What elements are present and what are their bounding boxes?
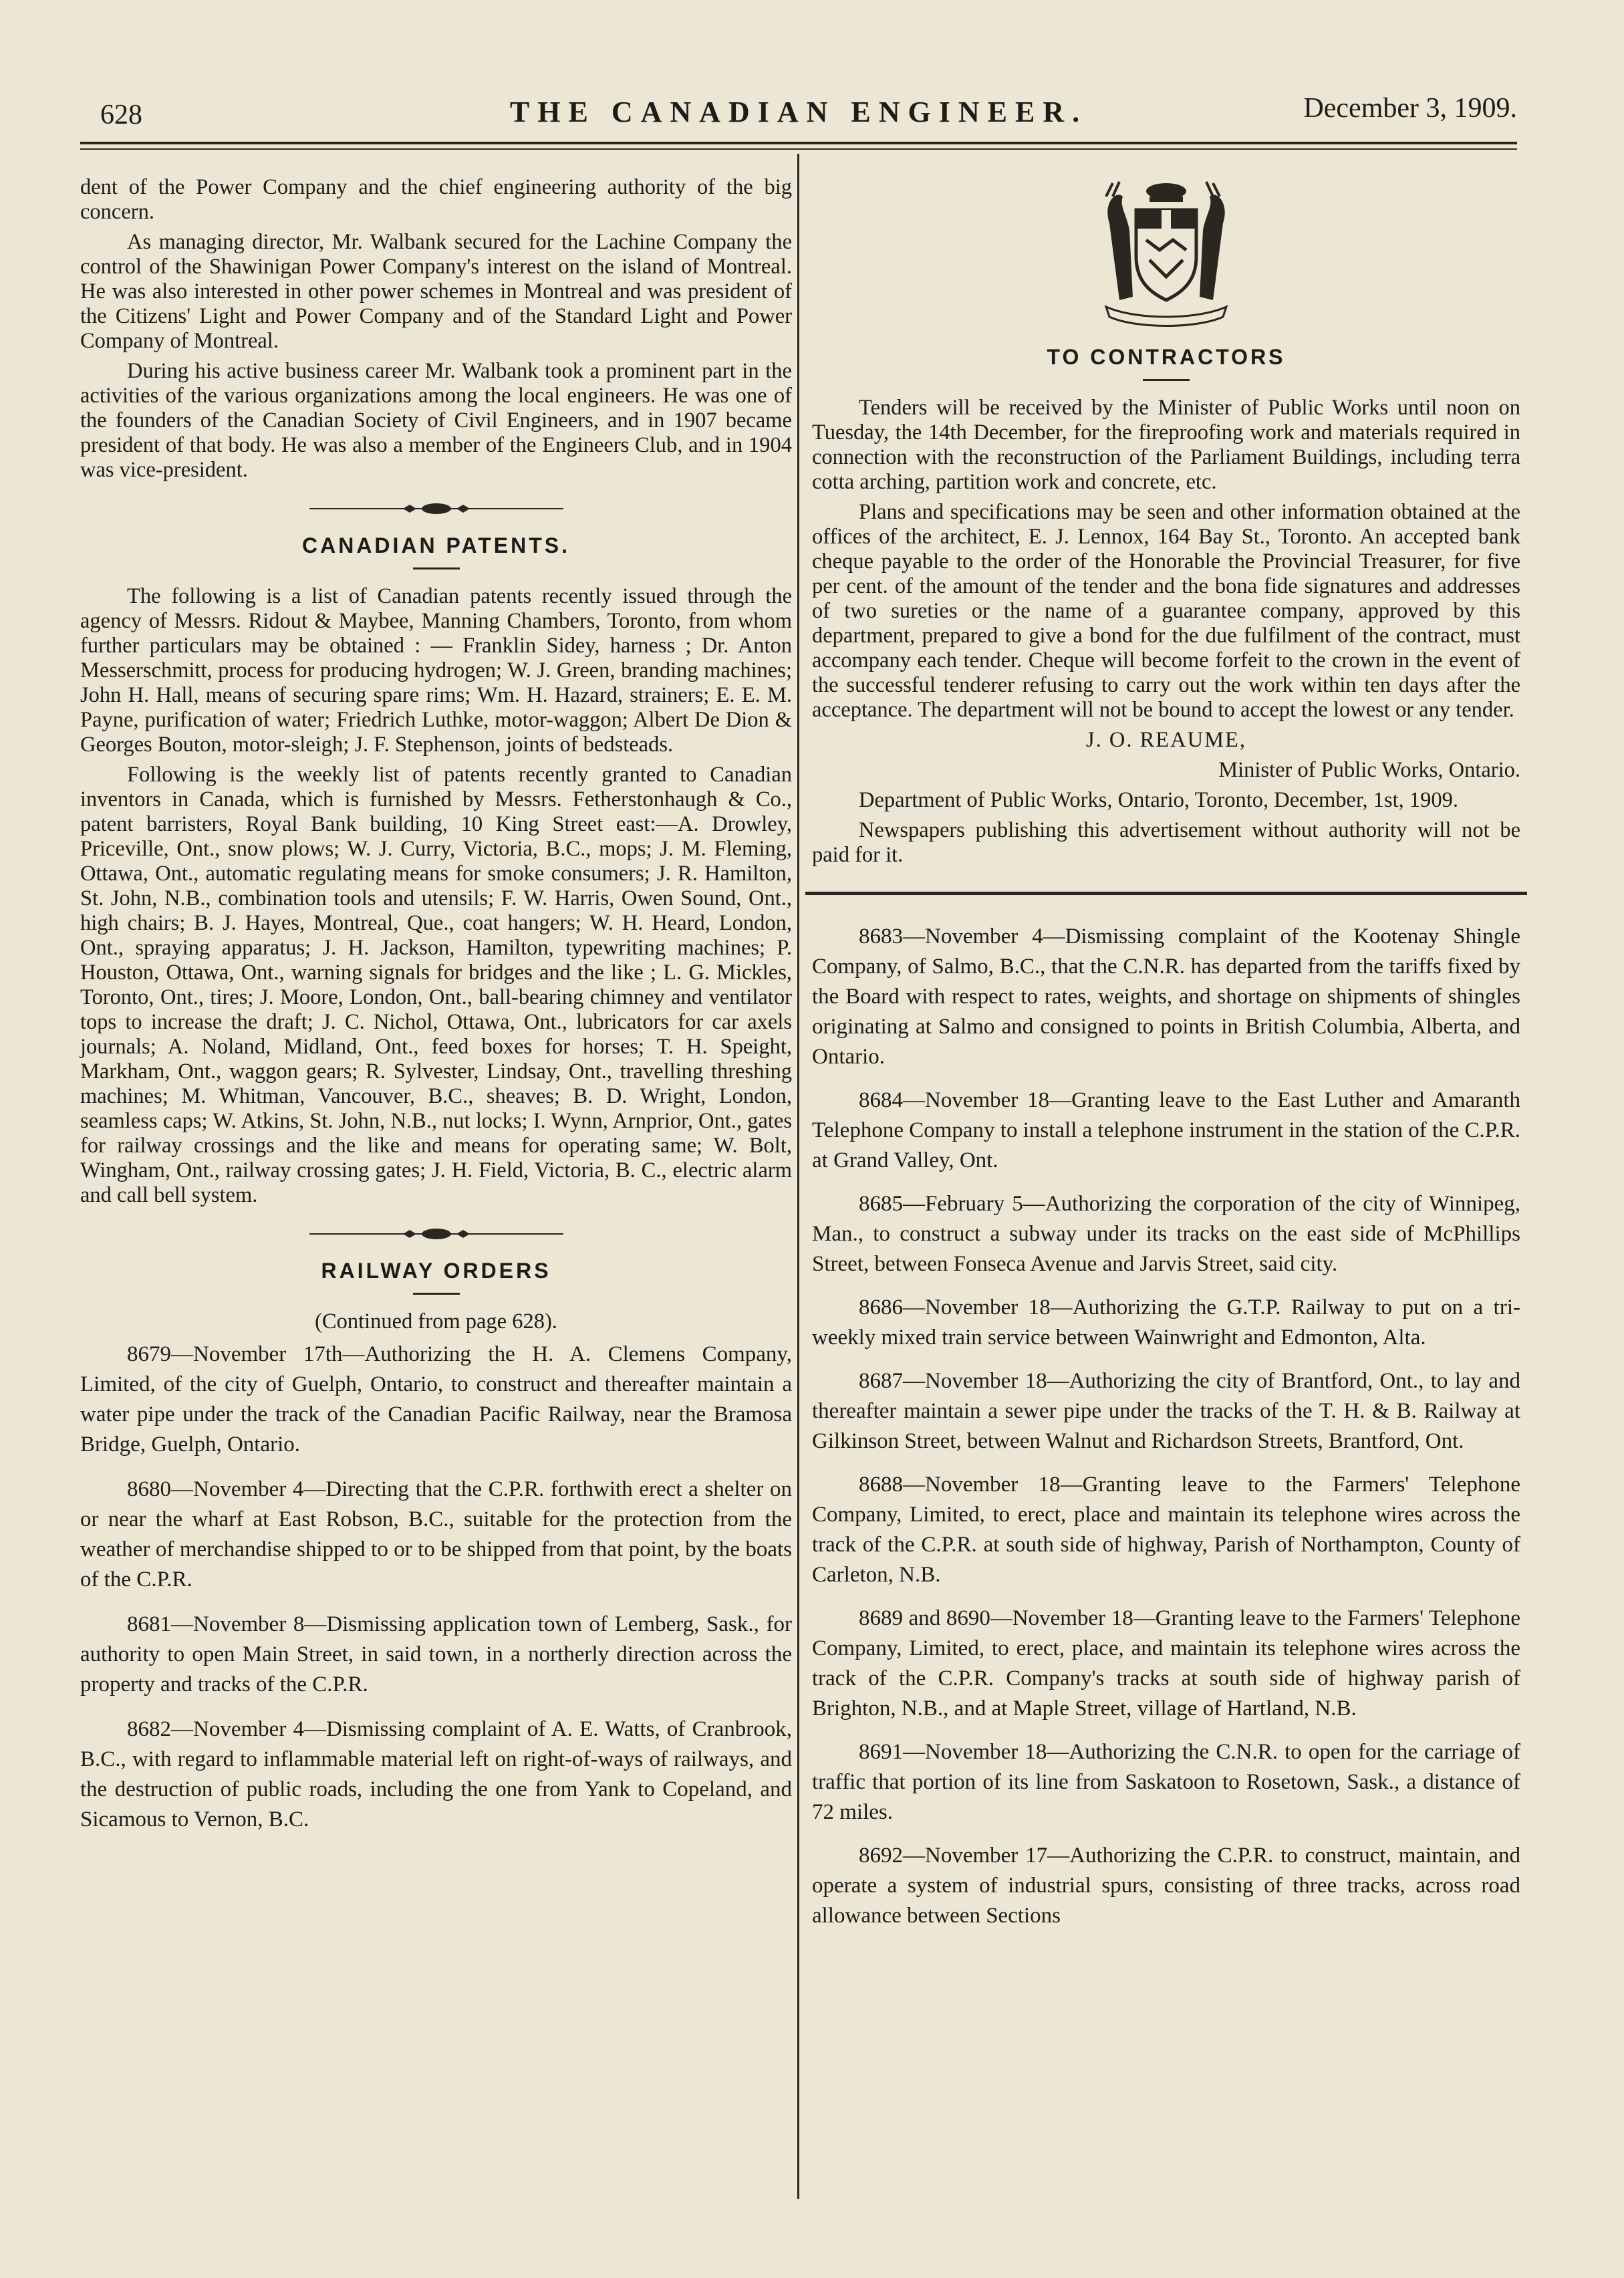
railway-order: 8685—February 5—Authorizing the corporation of the city of Winnipeg, Man., to construct a subway under its tracks on the east side of McPhillips Street, between Fonseca Avenue and Jarvis Street, said city. [812,1192,1520,1276]
railway-order: 8691—November 18—Authorizing the C.N.R. to open for the carriage of traffic that portion of its line from Saskatoon to Rosetown, Sask., a distance of 72 miles. [812,1740,1520,1824]
contractors-heading: TO CONTRACTORS [1047,345,1286,369]
right-column [812,175,1520,1944]
railway-order: 8684—November 18—Granting leave to the East Luther and Amaranth Telephone Company to install a telephone instrument in the station of the C.P.R. at Grand Valley, Ont. [812,1088,1520,1172]
section-rule [805,892,1527,895]
contractors-paragraph: Plans and specifications may be seen and other information obtained at the offices of the architect, E. J. Lennox, 164 Bay St., Toronto. An accepted bank cheque payable to the order of the Honorable the Provincial Treasurer, for five per cent. of the amount of the tender and the bona fide signatures and addresses of two sureties or the name of a guarantee company, approved by this department, prepared to give a bond for the due fulfilment of the contract, must accompany each tender. Cheque will become forfeit to the crown in the event of the successful tenderer refusing to carry out the work within ten days after the acceptance. The department will not be bound to accept the lowest or any tender. [812,500,1520,722]
dateline: Department of Public Works, Ontario, Toronto, December, 1st, 1909. [859,788,1459,812]
railway-order: 8683—November 4—Dismissing complaint of the Kootenay Shingle Company, of Salmo, B.C., that the C.N.R. has departed from the tariffs fixed by the Board with respect to rates, weights, and shortage on shipments of shingles originating at Salmo and consigned to points in British Columbia, Alberta, and Ontario. [812,924,1520,1069]
railway-order: 8688—November 18—Granting leave to the Farmers' Telephone Company, Limited, to erect, place and maintain its telephone wires across the track of the C.P.R. at south side of highway, Parish of Northampton, County of Carleton, N.B. [812,1473,1520,1587]
left-column [80,175,792,1850]
patents-heading: CANADIAN PATENTS. [301,533,571,557]
header-rule [80,142,1517,144]
page-header [80,86,1517,132]
railway-order: 8680—November 4—Directing that the C.P.R. forthwith erect a shelter on or near the wharf at East Robson, B.C., suitable for the protection from the weather of merchandise shipped to or to be shipped from that point, by the boats of the C.P.R. [80,1477,792,1592]
heading-rule [1143,379,1190,381]
ornament-divider [80,1224,792,1244]
railway-orders-heading: RAILWAY ORDERS [321,1259,551,1283]
intro-paragraph: dent of the Power Company and the chief engineering authority of the big concern. [80,175,792,224]
railway-order: 8681—November 8—Dismissing application town of Lemberg, Sask., for authority to open Main Street, in said town, in a northerly direction across the property and tracks of the C.P.R. [80,1612,792,1696]
contractors-paragraph: Tenders will be received by the Minister of Public Works until noon on Tuesday, the 14th December, for the fireproofing work and materials required in connection with the reconstruction of the Parliament Buildings, including terra cotta arching, partition work and concrete, etc. [812,396,1520,494]
column-divider [797,154,799,2199]
signature-title: Minister of Public Works, Ontario. [1218,758,1520,782]
continued-note: (Continued from page 628). [315,1309,557,1334]
railway-order: 8687—November 18—Authorizing the city of Brantford, Ont., to lay and thereafter maintain a sewer pipe under the tracks of the T. H. & B. Railway at Gilkinson Street, between Walnut and Richardson Streets, Brantford, Ont. [812,1369,1520,1453]
journal-title: THE CANADIAN ENGINEER. [509,96,1088,128]
railway-order: 8692—November 17—Authorizing the C.P.R. to construct, maintain, and operate a system of industrial spurs, consisting of three tracks, across road allowance between Sections [812,1844,1520,1928]
patents-paragraph: The following is a list of Canadian patents recently issued through the agency of Messrs. Ridout & Maybee, Manning Chambers, Toronto, from whom further particulars may be obtained : — Franklin Sidey, harness ; Dr. Anton Messerschmitt, process for producing hydrogen; W. J. Green, branding machines; John H. Hall, means of securing spare rims; Wm. H. Hazard, strainers; E. E. M. Payne, purification of water; Friedrich Luthke, motor-waggon; Albert De Dion & Georges Bouton, motor-sleigh; J. F. Stephenson, joints of bedsteads. [80,584,792,757]
intro-paragraph: As managing director, Mr. Walbank secured for the Lachine Company the control of the Shawinigan Power Company's interest on the island of Montreal. He was also interested in other power schemes in Montreal and was president of the Citizens' Light and Power Company and of the Standard Light and Power Company of Montreal. [80,230,792,353]
ornament-divider [80,499,792,519]
signature-name: J. O. REAUME, [1086,728,1246,752]
patents-paragraph: Following is the weekly list of patents recently granted to Canadian inventors in Canada, which is furnished by Messrs. Fetherstonhaugh & Co., patent barristers, Royal Bank building, 10 King Street east:—A. Drowley, Priceville, Ont., snow plows; W. J. Curry, Victoria, B.C., mops; J. M. Fleming, Ottawa, Ont., automatic regulating means for smoke consumers; J. R. Hamilton, St. John, N.B., combination tools and utensils; F. W. Harris, Owen Sound, Ont., high chairs; B. J. Hayes, Montreal, Que., coat hangers; W. H. Heard, London, Ont., spraying apparatus; J. H. Jackson, Hamilton, typewriting machines; P. Houston, Ottawa, Ont., warning signals for bridges and the like ; L. G. Mickles, Toronto, Ont., tires; J. Moore, London, Ont., ball-bearing chimney and ventilator tops to increase the draft; J. C. Nichol, Ottawa, Ont., lubricators for car axels journals; A. Noland, Midland, Ont., feed boxes for horses; T. H. Speight, Markham, Ont., waggon gears; R. Sylvester, Lindsay, Ont., travelling threshing machines; M. Whitman, Vancouver, B.C., sheaves; B. D. Wright, London, seamless caps; W. Atkins, St. John, N.B., nut locks; I. Wynn, Arnprior, Ont., gates for railway crossings and the like and means for operating same; W. Bolt, Wingham, Ont., railway crossing gates; J. H. Field, Victoria, B. C., electric alarm and call bell system. [80,763,792,1207]
coat-of-arms-emblem [812,176,1520,330]
railway-order: 8682—November 4—Dismissing complaint of A. E. Watts, of Cranbrook, B.C., with regard to inflammable material left on right-of-ways of railways, and the destruction of public roads, including the one from Yank to Copeland, and Sicamous to Vernon, B.C. [80,1717,792,1831]
railway-order: 8686—November 18—Authorizing the G.T.P. Railway to put on a tri-weekly mixed train service between Wainwright and Edmonton, Alta. [812,1295,1520,1350]
issue-date: December 3, 1909. [1303,93,1517,124]
header-rule-thin [80,148,1517,150]
page-number: 628 [100,100,142,130]
publishing-notice: Newspapers publishing this advertisement without authority will not be paid for it. [812,818,1520,867]
railway-orders-list [80,1340,792,1835]
railway-order: 8689 and 8690—November 18—Granting leave to the Farmers' Telephone Company, Limited, to erect, place, and maintain its telephone wires across the track of the C.P.R. Company's tracks at south side of highway parish of Brighton, N.B., and at Maple Street, village of Hartland, N.B. [812,1606,1520,1721]
intro-paragraph: During his active business career Mr. Walbank took a prominent part in the activities of the various organizations among the local engineers. He was one of the founders of the Canadian Society of Civil Engineers, and in 1907 became president of that body. He was also a member of the Engineers Club, and in 1904 was vice-president. [80,359,792,482]
heading-rule [413,1293,460,1295]
railway-order: 8679—November 17th—Authorizing the H. A. Clemens Company, Limited, of the city of Guelph, Ontario, to construct and thereafter maintain a water pipe under the track of the Canadian Pacific Railway, near the Bramosa Bridge, Guelph, Ontario. [80,1342,792,1457]
heading-rule [413,567,460,570]
